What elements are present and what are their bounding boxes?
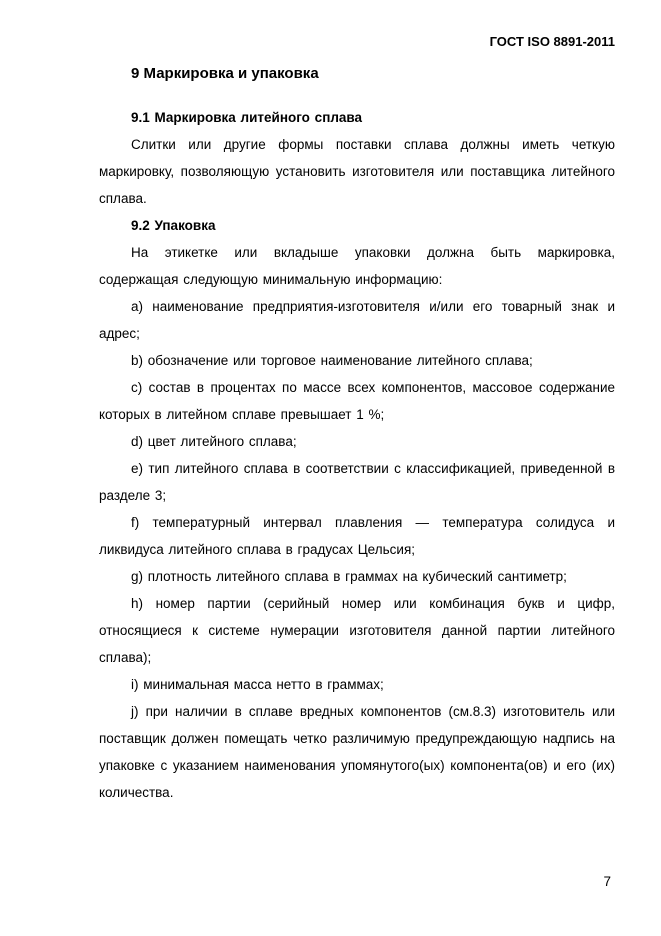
document-body — [99, 104, 615, 806]
list-item-d: d) цвет литейного сплава; — [131, 434, 297, 449]
list-item-h: h) номер партии (серийный номер или комбинация букв и цифр, относящиеся к системе нумерации изготовителя данной партии литейного сплава); — [99, 596, 615, 665]
list-item-e: e) тип литейного сплава в соответствии с классификацией, приведенной в разделе 3; — [99, 461, 615, 503]
list-item-g: g) плотность литейного сплава в граммах на кубический сантиметр; — [131, 569, 567, 584]
page-number: 7 — [603, 874, 611, 889]
list-item-b: b) обозначение или торговое наименование литейного сплава; — [131, 353, 533, 368]
list-item-a: a) наименование предприятия-изготовителя и/или его товарный знак и адрес; — [99, 299, 615, 341]
list-item-j: j) при наличии в сплаве вредных компонентов (см.8.3) изготовитель или поставщик должен помещать четко различимую предупреждающую надпись на упаковке с указанием наименования упомянутого(ых) компонента(ов) и его (их) количества. — [99, 704, 615, 800]
list-item-f: f) температурный интервал плавления — температура солидуса и ликвидуса литейного сплава в градусах Цельсия; — [99, 515, 615, 557]
section-heading: 9 Маркировка и упаковка — [131, 65, 319, 82]
paragraph-9-2-intro: На этикетке или вкладыше упаковки должна быть маркировка, содержащая следующую минимальную информацию: — [99, 245, 615, 287]
subheading-9-2: 9.2 Упаковка — [131, 218, 216, 233]
doc-number: ГОСТ ISO 8891-2011 — [489, 34, 615, 49]
subheading-9-1: 9.1 Маркировка литейного сплава — [131, 110, 363, 125]
list-item-c: c) состав в процентах по массе всех компонентов, массовое содержание которых в литейном сплаве превышает 1 %; — [99, 380, 615, 422]
paragraph-9-1-body: Слитки или другие формы поставки сплава должны иметь четкую маркировку, позволяющую установить изготовителя или поставщика литейного сплава. — [99, 137, 615, 206]
list-item-i: i) минимальная масса нетто в граммах; — [131, 677, 384, 692]
